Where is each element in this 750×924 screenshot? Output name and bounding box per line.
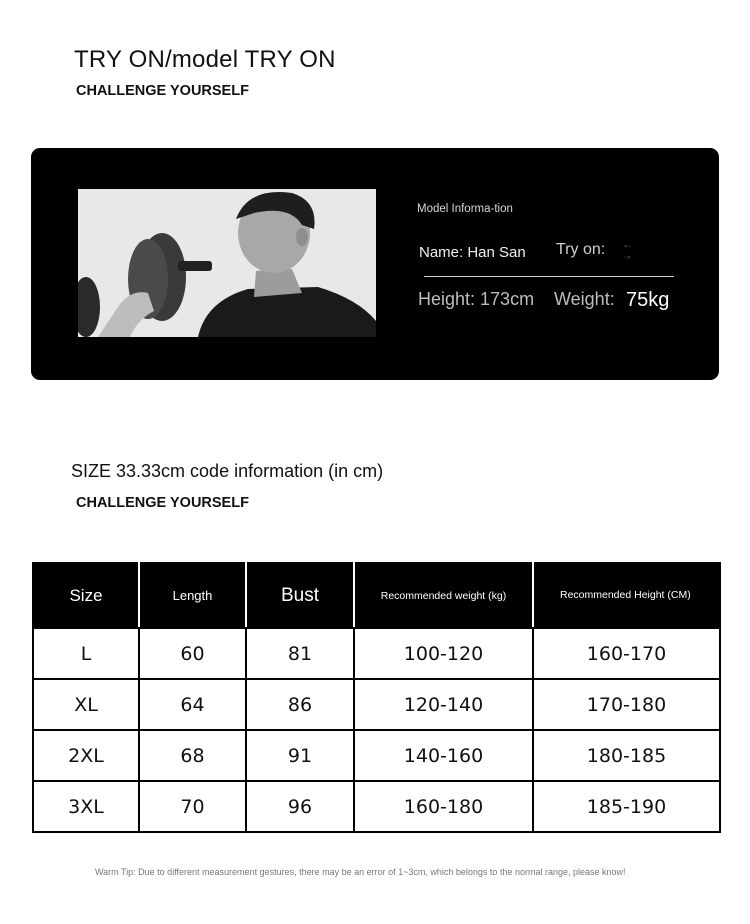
cell-weight: 120-140: [354, 679, 533, 730]
warm-tip: Warm Tip: Due to different measurement gestures, there may be an error of 1~3cm, which belongs to the normal range, please know!: [95, 867, 626, 877]
cell-length: 68: [139, 730, 246, 781]
cell-length: 64: [139, 679, 246, 730]
try-on-value-mark: ▪▫ ▫▪: [624, 241, 631, 262]
table-header-row: [33, 563, 720, 628]
page-subtitle: CHALLENGE YOURSELF: [76, 83, 249, 99]
table-row: [33, 679, 720, 730]
model-weight-value: 75kg: [626, 289, 670, 311]
cell-length: 70: [139, 781, 246, 832]
column-header-size: Size: [33, 563, 139, 628]
model-photo: [78, 189, 376, 337]
model-try-on-label: Try on:: [556, 241, 606, 258]
column-header-length: Length: [139, 563, 246, 628]
cell-length: 60: [139, 628, 246, 679]
table-row: [33, 781, 720, 832]
cell-bust: 96: [246, 781, 354, 832]
cell-bust: 86: [246, 679, 354, 730]
table-row: [33, 730, 720, 781]
page-title: TRY ON/model TRY ON: [74, 46, 336, 73]
size-table: [32, 562, 721, 833]
cell-size: XL: [33, 679, 139, 730]
model-name: Name: Han San: [419, 244, 526, 261]
cell-weight: 140-160: [354, 730, 533, 781]
column-header-recommended-height: Recommended Height (CM): [533, 563, 720, 628]
column-header-recommended-weight: Recommended weight (kg): [354, 563, 533, 628]
cell-weight: 160-180: [354, 781, 533, 832]
model-height: Height: 173cm: [418, 289, 535, 309]
cell-size: 2XL: [33, 730, 139, 781]
cell-height: 170-180: [533, 679, 720, 730]
model-info-heading: Model Informa-tion: [417, 203, 513, 215]
size-section-subtitle: CHALLENGE YOURSELF: [76, 495, 249, 511]
column-header-bust: Bust: [246, 563, 354, 628]
cell-weight: 100-120: [354, 628, 533, 679]
table-row: [33, 628, 720, 679]
cell-height: 180-185: [533, 730, 720, 781]
cell-size: L: [33, 628, 139, 679]
size-section-title: SIZE 33.33cm code information (in cm): [71, 461, 384, 481]
model-weight-label: Weight:: [554, 289, 615, 309]
model-info-card: [31, 148, 719, 380]
cell-height: 185-190: [533, 781, 720, 832]
info-divider: [424, 276, 674, 277]
cell-size: 3XL: [33, 781, 139, 832]
cell-bust: 81: [246, 628, 354, 679]
cell-height: 160-170: [533, 628, 720, 679]
cell-bust: 91: [246, 730, 354, 781]
